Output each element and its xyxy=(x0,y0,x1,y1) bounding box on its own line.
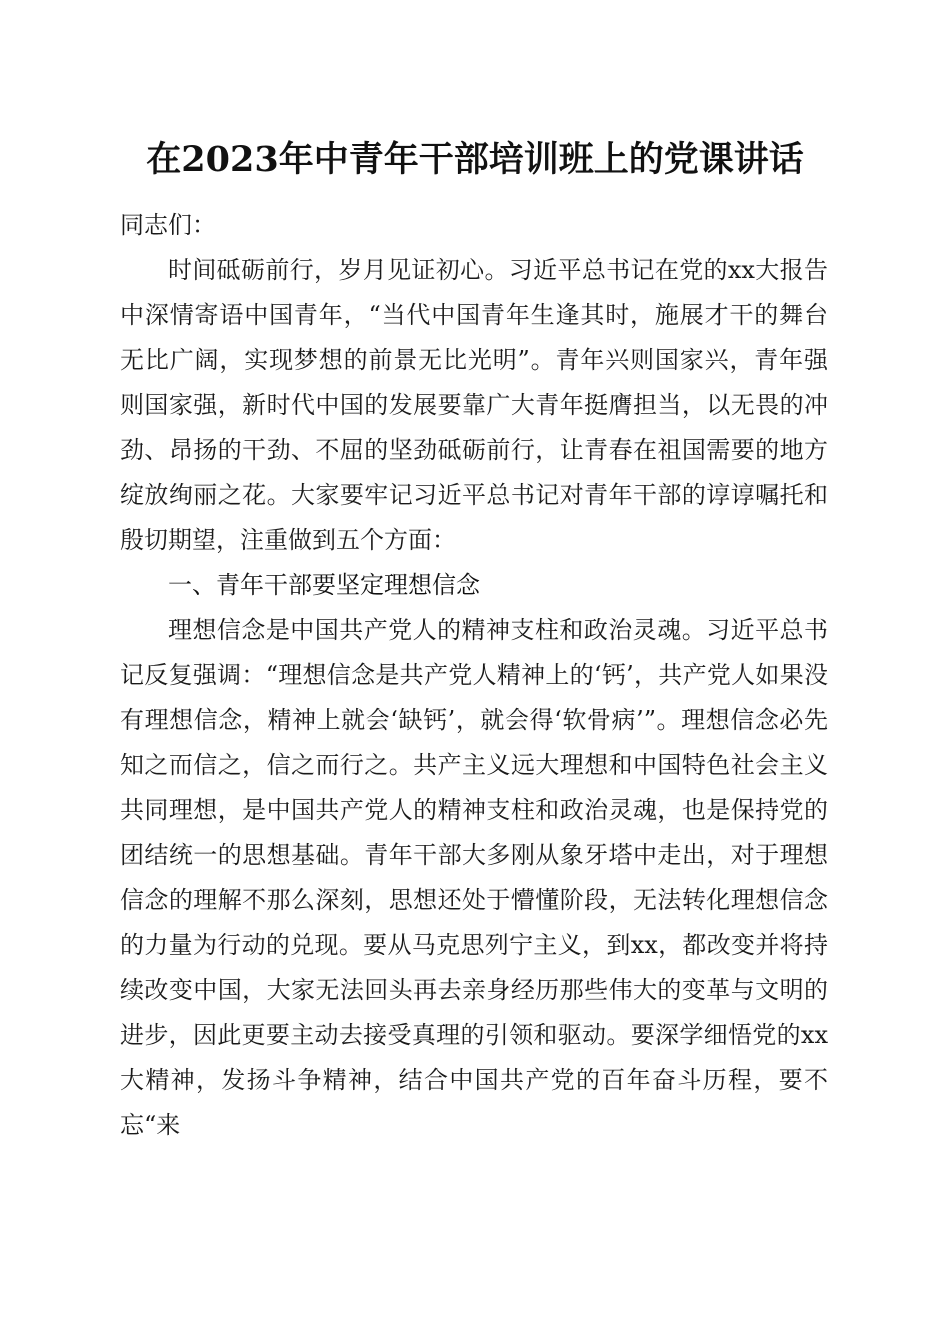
intro-paragraph: 时间砥砺前行，岁月见证初心。习近平总书记在党的xx大报告中深情寄语中国青年，“当代中国青年生逢其时，施展才干的舞台无比广阔，实现梦想的前景无比光明”。青年兴则国家兴，青年强则国家强，新时代中国的发展要靠广大青年挺膺担当，以无畏的冲劲、昂扬的干劲、不屈的坚劲砥砺前行，让青春在祖国需要的地方绽放绚丽之花。大家要牢记习近平总书记对青年干部的谆谆嘱托和殷切期望，注重做到五个方面： xyxy=(120,256,828,554)
section-heading-1: 一、青年干部要坚定理想信念 xyxy=(168,571,480,599)
document-title: 在2023年中青年干部培训班上的党课讲话 xyxy=(146,139,804,180)
salutation: 同志们： xyxy=(120,211,216,239)
document-body xyxy=(120,203,828,1148)
section-1-paragraph: 理想信念是中国共产党人的精神支柱和政治灵魂。习近平总书记反复强调：“理想信念是共产党人精神上的‘钙’，共产党人如果没有理想信念，精神上就会‘缺钙’，就会得‘软骨病’”。理想信念必先知之而信之，信之而行之。共产主义远大理想和中国特色社会主义共同理想，是中国共产党人的精神支柱和政治灵魂，也是保持党的团结统一的思想基础。青年干部大多刚从象牙塔中走出，对于理想信念的理解不那么深刻，思想还处于懵懂阶段，无法转化理想信念的力量为行动的兑现。要从马克思列宁主义，到xx，都改变并将持续改变中国，大家无法回头再去亲身经历那些伟大的变革与文明的进步，因此更要主动去接受真理的引领和驱动。要深学细悟党的xx大精神，发扬斗争精神，结合中国共产党的百年奋斗历程，要不忘“来 xyxy=(120,616,828,1139)
